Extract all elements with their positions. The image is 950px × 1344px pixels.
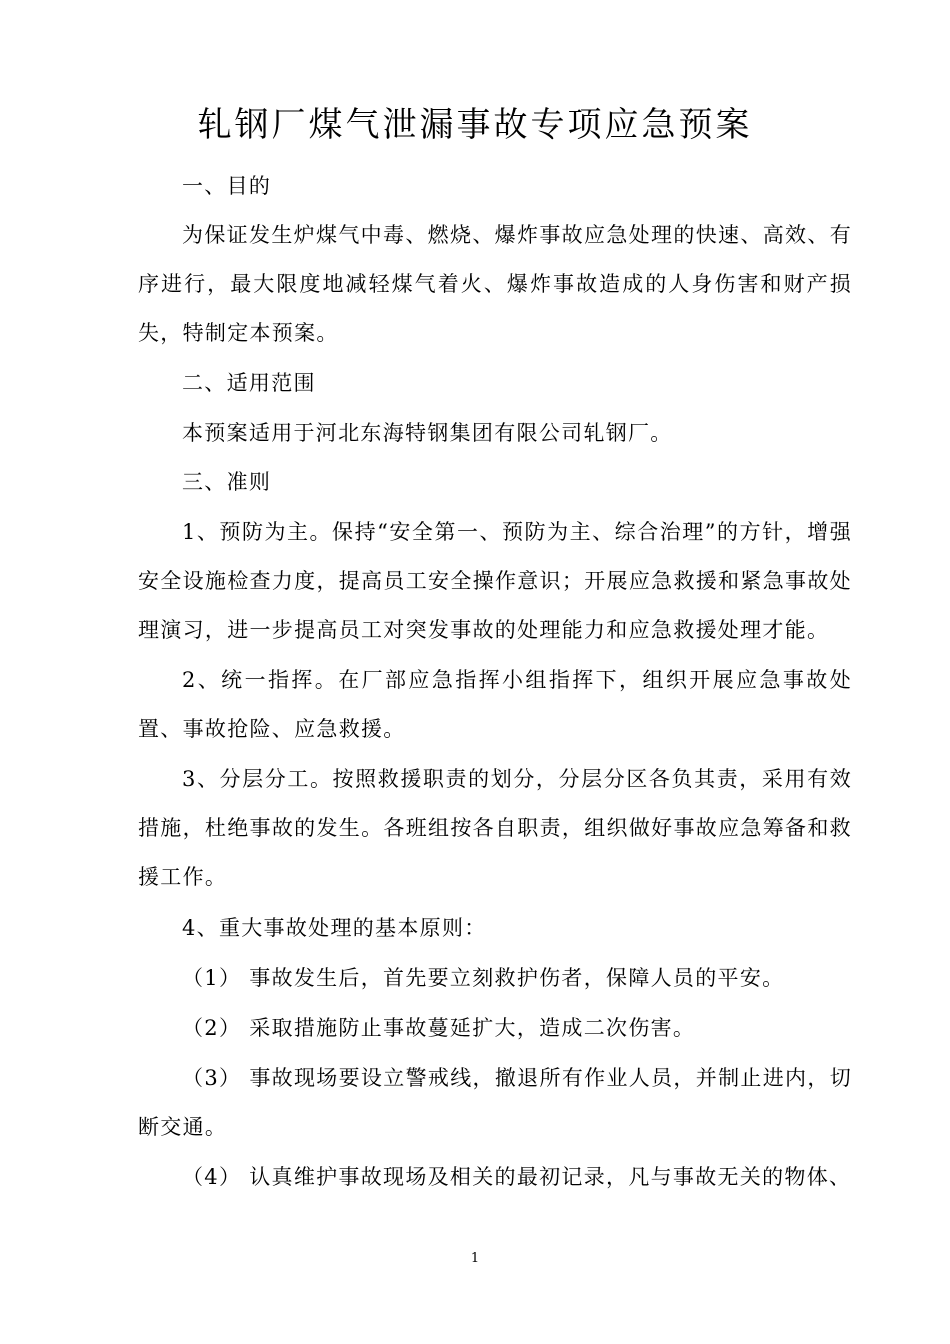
paragraph-principle-1: 1、预防为主。保持“安全第一、预防为主、综合治理”的方针，增强安全设施检查力度，提高员工安全操作意识；开展应急救援和紧急事故处理演习，进一步提高员工对突发事故的处理能力和应急救援处理才能。	[138, 520, 852, 642]
list-item-3: （3） 事故现场要设立警戒线，撤退所有作业人员，并制止进内，切断交通。	[138, 1066, 852, 1139]
paragraph-principle-2: 2、统一指挥。在厂部应急指挥小组指挥下，组织开展应急事故处置、事故抢险、应急救援。	[138, 668, 852, 741]
heading-principles: 三、准则	[182, 470, 272, 494]
paragraph-purpose: 为保证发生炉煤气中毒、燃烧、爆炸事故应急处理的快速、高效、有序进行，最大限度地减轻煤气着火、爆炸事故造成的人身伤害和财产损失，特制定本预案。	[138, 223, 852, 345]
paragraph-principle-3: 3、分层分工。按照救援职责的划分，分层分区各负其责，采用有效措施，杜绝事故的发生。各班组按各自职责，组织做好事故应急筹备和救援工作。	[138, 767, 852, 889]
list-item-2: （2） 采取措施防止事故蔓延扩大，造成二次伤害。	[182, 1016, 696, 1040]
paragraph-principle-4: 4、重大事故处理的基本原则：	[182, 916, 487, 940]
heading-scope: 二、适用范围	[182, 371, 316, 395]
list-item-1: （1） 事故发生后，首先要立刻救护伤者，保障人员的平安。	[182, 966, 785, 990]
heading-purpose: 一、目的	[182, 174, 272, 198]
list-item-4: （4） 认真维护事故现场及相关的最初记录，凡与事故无关的物体、	[182, 1165, 852, 1189]
page-number: 1	[470, 1251, 480, 1266]
document-title: 轧钢厂煤气泄漏事故专项应急预案	[197, 105, 753, 145]
paragraph-scope: 本预案适用于河北东海特钢集团有限公司轧钢厂。	[182, 421, 673, 445]
